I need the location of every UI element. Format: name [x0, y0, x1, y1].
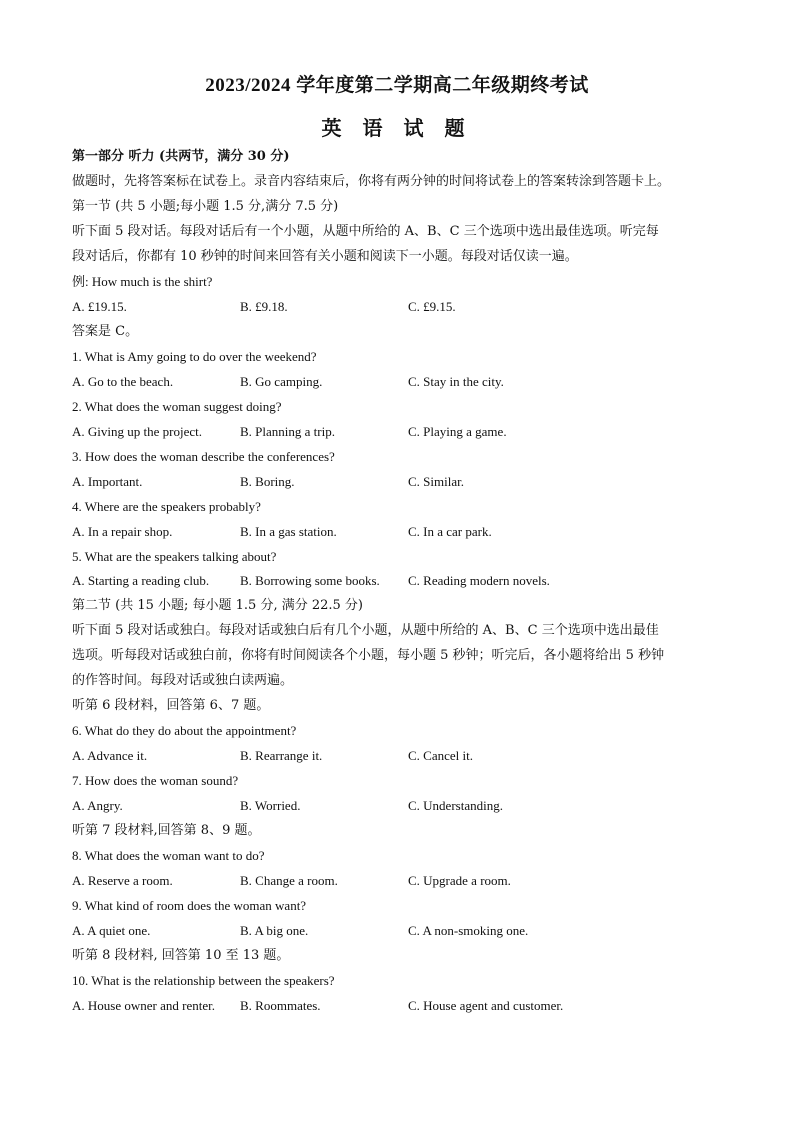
option-b: B. Planning a trip. [240, 424, 335, 439]
option-a: A. Angry. [72, 798, 123, 813]
option-b: B. Roommates. [240, 998, 321, 1013]
option-a: A. Reserve a room. [72, 873, 173, 888]
question-text: 7. How does the woman sound? [72, 773, 239, 788]
option-a: A. A quiet one. [72, 923, 151, 938]
option-c: C. A non-smoking one. [408, 923, 529, 938]
section2-instruction-line1: 听下面 5 段对话或独白。每段对话或独白后有几个小题，从题中所给的 A、B、C 三个选项中选出最佳 [72, 623, 659, 638]
section2-instruction-line3: 的作答时间。每段对话或独白读两遍。 [72, 673, 294, 688]
example-option-c: C. £9.15. [408, 299, 456, 314]
section2-instruction-line2: 选项。听每段对话或独白前，你将有时间阅读各个小题，每小题 5 秒钟；听完后，各小题将给出 5 秒钟 [72, 648, 665, 663]
option-c: C. House agent and customer. [408, 998, 564, 1013]
option-c: C. Similar. [408, 474, 464, 489]
question-text: 2. What does the woman suggest doing? [72, 399, 282, 414]
option-c: C. Stay in the city. [408, 374, 504, 389]
option-a: A. Go to the beach. [72, 374, 174, 389]
option-c: C. Understanding. [408, 798, 503, 813]
question-text: 4. Where are the speakers probably? [72, 499, 261, 514]
option-b: B. Borrowing some books. [240, 573, 380, 588]
exam-subtitle: 英 语 试 题 [321, 118, 473, 140]
part1-instruction: 做题时，先将答案标在试卷上。录音内容结束后，你将有两分钟的时间将试卷上的答案转涂到答题卡上。 [72, 174, 671, 189]
example-option-b: B. £9.18. [240, 299, 288, 314]
option-b: B. Worried. [240, 798, 301, 813]
option-b: B. Go camping. [240, 374, 323, 389]
material-8-instruction: 听第 8 段材料, 回答第 10 至 13 题。 [72, 948, 290, 963]
option-c: C. Upgrade a room. [408, 873, 511, 888]
question-text: 3. How does the woman describe the conferences? [72, 449, 335, 464]
option-b: B. Change a room. [240, 873, 338, 888]
option-a: A. Advance it. [72, 748, 148, 763]
option-b: B. Boring. [240, 474, 295, 489]
question-text: 6. What do they do about the appointment? [72, 723, 297, 738]
option-a: A. In a repair shop. [72, 524, 173, 539]
option-c: C. In a car park. [408, 524, 492, 539]
option-c: C. Playing a game. [408, 424, 507, 439]
option-a: A. House owner and renter. [72, 998, 215, 1013]
question-text: 10. What is the relationship between the speakers? [72, 973, 335, 988]
question-text: 5. What are the speakers talking about? [72, 549, 277, 564]
example-option-a: A. £19.15. [72, 299, 127, 314]
example-question: 例: How much is the shirt? [72, 274, 213, 289]
option-a: A. Important. [72, 474, 143, 489]
exam-title: 2023/2024 学年度第二学期高二年级期终考试 [205, 75, 589, 96]
option-c: C. Cancel it. [408, 748, 473, 763]
material-6-instruction: 听第 6 段材料，回答第 6、7 题。 [72, 698, 270, 713]
example-answer: 答案是 C。 [72, 324, 139, 339]
question-text: 9. What kind of room does the woman want? [72, 898, 307, 913]
option-b: B. In a gas station. [240, 524, 337, 539]
question-text: 8. What does the woman want to do? [72, 848, 265, 863]
option-b: B. A big one. [240, 923, 309, 938]
section2-heading: 第二节 (共 15 小题; 每小题 1.5 分, 满分 22.5 分) [72, 598, 364, 613]
option-a: A. Starting a reading club. [72, 573, 210, 588]
option-b: B. Rearrange it. [240, 748, 323, 763]
section1-heading: 第一节 (共 5 小题;每小题 1.5 分,满分 7.5 分) [72, 199, 339, 214]
material-7-instruction: 听第 7 段材料,回答第 8、9 题。 [72, 823, 261, 838]
section1-instruction-line1: 听下面 5 段对话。每段对话后有一个小题，从题中所给的 A、B、C 三个选项中选出最佳选项。听完每 [72, 224, 659, 239]
part1-heading: 第一部分 听力 (共两节，满分 30 分) [72, 149, 290, 164]
section1-instruction-line2: 段对话后，你都有 10 秒钟的时间来回答有关小题和阅读下一小题。每段对话仅读一遍。 [72, 249, 578, 264]
question-text: 1. What is Amy going to do over the weekend? [72, 349, 317, 364]
option-a: A. Giving up the project. [72, 424, 202, 439]
option-c: C. Reading modern novels. [408, 573, 550, 588]
